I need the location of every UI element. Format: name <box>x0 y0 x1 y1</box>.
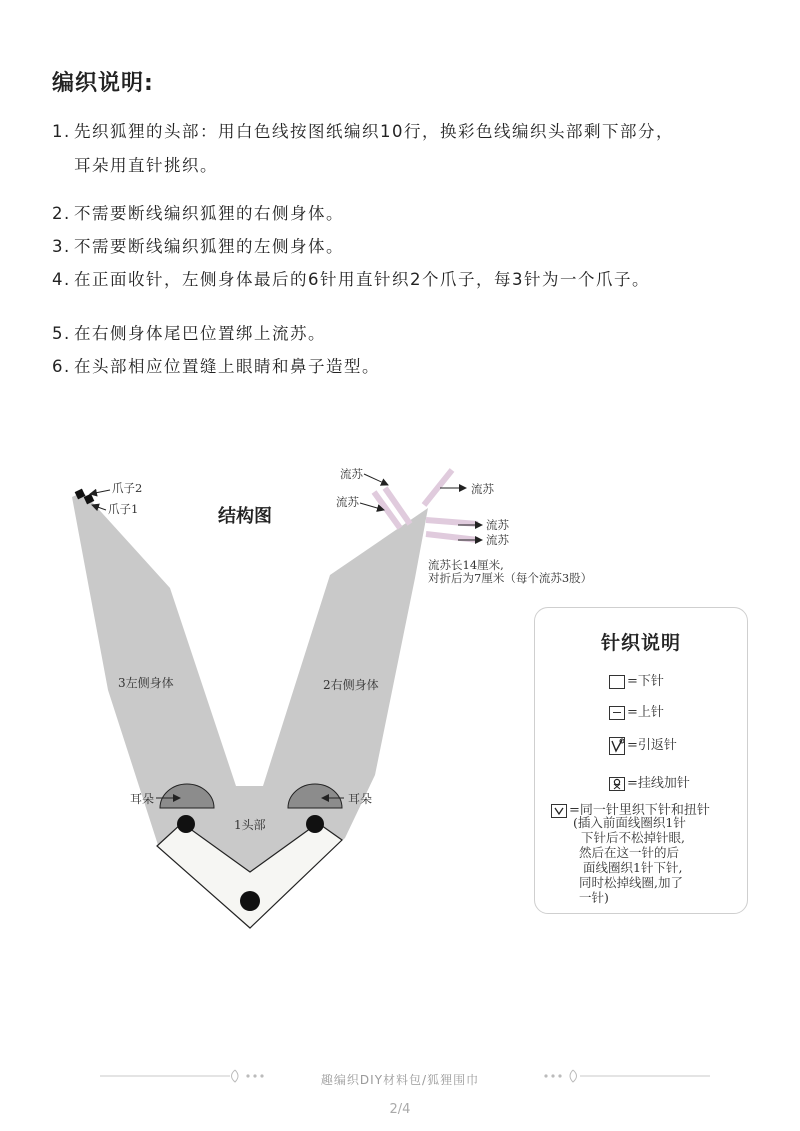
tassel-note-line-1: 流苏长14厘米, <box>428 558 504 572</box>
footer-ornament-right-icon <box>540 1066 710 1086</box>
step-text-continued: 耳朵用直针挑织。 <box>74 156 218 175</box>
page-number: 2/4 <box>389 1102 411 1117</box>
legend-combo-note <box>573 815 686 905</box>
legend-title: 针织说明 <box>600 632 681 654</box>
step-6 <box>52 353 380 377</box>
fox-body-shape <box>72 492 428 928</box>
step-text: 先织狐狸的头部：用白色线按图纸编织10行，换彩色线编织头部剩下部分， <box>74 122 674 141</box>
legend-purl: =上针 <box>609 701 664 720</box>
tassel-label-right-2: 流苏 <box>486 533 509 547</box>
step-1 <box>52 118 674 176</box>
step-text: 在头部相应位置缝上眼睛和鼻子造型。 <box>74 357 380 376</box>
legend-knit: =下针 <box>609 670 664 689</box>
step-number: 4. <box>52 270 71 289</box>
note-line: 一针) <box>579 890 609 905</box>
step-text: 在右侧身体尾巴位置绑上流苏。 <box>74 324 326 343</box>
stitch-legend <box>534 607 748 914</box>
left-body-label: 3左侧身体 <box>118 676 174 690</box>
claw-2-arrow-icon <box>90 490 110 494</box>
tassel-label-top-left: 流苏 <box>340 467 363 481</box>
right-eye-icon <box>306 815 324 833</box>
step-number: 6. <box>52 357 71 376</box>
instructions-heading: 编织说明: <box>52 71 154 96</box>
note-line: 然后在这一针的后 <box>579 845 680 860</box>
left-eye-icon <box>177 815 195 833</box>
note-line: 面线圈织1针下针, <box>583 860 683 875</box>
yarn-over-symbol-icon <box>609 777 625 791</box>
note-line: 下针后不松掉针眼, <box>581 830 685 845</box>
right-body-label: 2右侧身体 <box>323 678 379 692</box>
tassel-label-right-1: 流苏 <box>486 518 509 532</box>
step-2 <box>52 200 344 224</box>
claw-2-label: 爪子2 <box>112 481 143 495</box>
purl-symbol-icon <box>609 706 625 720</box>
knit-symbol-icon <box>609 675 625 689</box>
footer-brand: 趣编织DIY材料包/狐狸围巾 <box>320 1073 480 1087</box>
left-ear-label: 耳朵 <box>130 792 155 806</box>
step-5 <box>52 320 326 344</box>
combo-symbol-icon <box>551 804 567 818</box>
legend-combo: =同一针里织下针和扭针 <box>551 799 710 818</box>
step-3 <box>52 233 344 257</box>
legend-yarn-over: =挂线加针 <box>609 772 690 791</box>
note-line: (插入前面线圈织1针 <box>573 815 686 830</box>
slip-symbol-icon <box>609 737 625 755</box>
note-line: 同时松掉线圈,加了 <box>579 875 683 890</box>
step-text: 不需要断线编织狐狸的右侧身体。 <box>74 204 344 223</box>
step-text: 不需要断线编织狐狸的左侧身体。 <box>74 237 344 256</box>
claw-1-label: 爪子1 <box>108 502 139 516</box>
step-4 <box>52 266 650 290</box>
head-label: 1头部 <box>234 818 266 832</box>
step-number: 1. <box>52 122 71 141</box>
tassel-label-left: 流苏 <box>336 495 359 509</box>
diagram-title: 结构图 <box>218 506 272 527</box>
tassel-note-line-2: 对折后为7厘米（每个流苏3股） <box>428 571 593 585</box>
step-number: 2. <box>52 204 71 223</box>
step-number: 5. <box>52 324 71 343</box>
step-number: 3. <box>52 237 71 256</box>
tassel-label-top-right: 流苏 <box>471 482 494 496</box>
right-ear-label: 耳朵 <box>348 792 373 806</box>
step-text: 在正面收针，左侧身体最后的6针用直针织2个爪子，每3针为一个爪子。 <box>74 270 650 289</box>
tassel-arrow-icon <box>364 474 388 485</box>
tassel-group <box>374 470 478 540</box>
legend-slip: =引返针 <box>609 734 677 755</box>
nose-icon <box>240 891 260 911</box>
